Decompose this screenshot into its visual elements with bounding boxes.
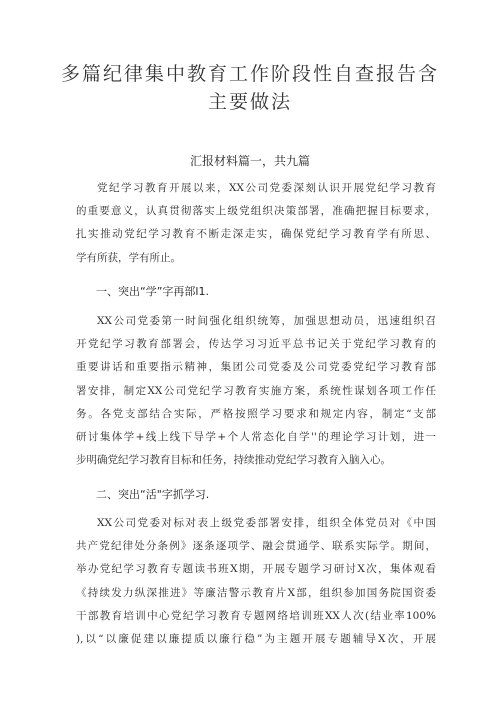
paragraph-line: 干部教育培训中心党纪学习教育专题网络培训班XX人次(结业率100% xyxy=(76,609,436,622)
intro-paragraph xyxy=(76,177,436,270)
paragraph-line: 扎实推动党纪学习教育不断走深走实，确保党纪学习教育学有所思、 xyxy=(76,228,436,241)
section-heading-2: 二、突出“活"字抓学习. xyxy=(96,488,210,501)
document-title-line-2: 主要做法 xyxy=(207,91,292,113)
paragraph-line: 务。各党支部结合实际，严格按照学习要求和规定内容，制定“支部 xyxy=(76,407,436,420)
paragraph-line: 研讨集体学+线上线下导学+个人常态化自学''的理论学习计划，进一 xyxy=(76,430,436,443)
paragraph-line: 步明确党纪学习教育目标和任务，持续推动党纪学习教育入脑入心。 xyxy=(76,454,391,467)
paragraph-line: 《持续发力纵深推进》等廉洁警示教育片X部，组织参加国务院国资委 xyxy=(76,586,436,599)
paragraph-line: 开党纪学习教育部署会，传达学习习近平总书记关于党纪学习教育的 xyxy=(76,338,436,351)
paragraph-line: 党纪学习教育开展以来，XX公司党委深刻认识开展党纪学习教育 xyxy=(97,182,436,194)
document-subtitle: 汇报材料篇一，共九篇 xyxy=(189,154,310,168)
paragraph-line: 共产党纪律处分条例》逐条逐项学、融会贯通学、联系实际学。期间， xyxy=(76,540,436,553)
section-1-paragraph xyxy=(76,310,436,472)
section-heading-1: 一、突出“学”字再部l1. xyxy=(96,285,209,298)
paragraph-line: 的重要意义，认真贯彻落实上级党组织决策部署，准确把握目标要求， xyxy=(76,205,436,218)
document-title-line-1: 多篇纪律集中教育工作阶段性自查报告含 xyxy=(60,63,439,85)
paragraph-line: XX公司党委第一时间强化组织统筹，加强思想动员，迅速组织召 xyxy=(97,315,436,327)
section-2-paragraph xyxy=(76,512,436,651)
document-title xyxy=(40,60,460,116)
paragraph-line: 学有所获，学有所止。 xyxy=(76,251,181,264)
paragraph-line: XX公司党委对标对表上级党委部署安排，组织全体党员对《中国 xyxy=(97,517,436,529)
paragraph-line: 举办党纪学习教育专题读书班X期，开展专题学习研讨X次，集体观看 xyxy=(76,563,436,576)
paragraph-line: ),以“以廉促建以廉提质以廉行稳”为主题开展专题辅导X次，开展 xyxy=(76,632,436,645)
paragraph-line: 署安排，制定XX公司党纪学习教育实施方案，系统性谋划各项工作任 xyxy=(76,384,436,397)
paragraph-line: 重要讲话和重要指示精神，集团公司党委及公司党委党纪学习教育部 xyxy=(76,361,436,374)
